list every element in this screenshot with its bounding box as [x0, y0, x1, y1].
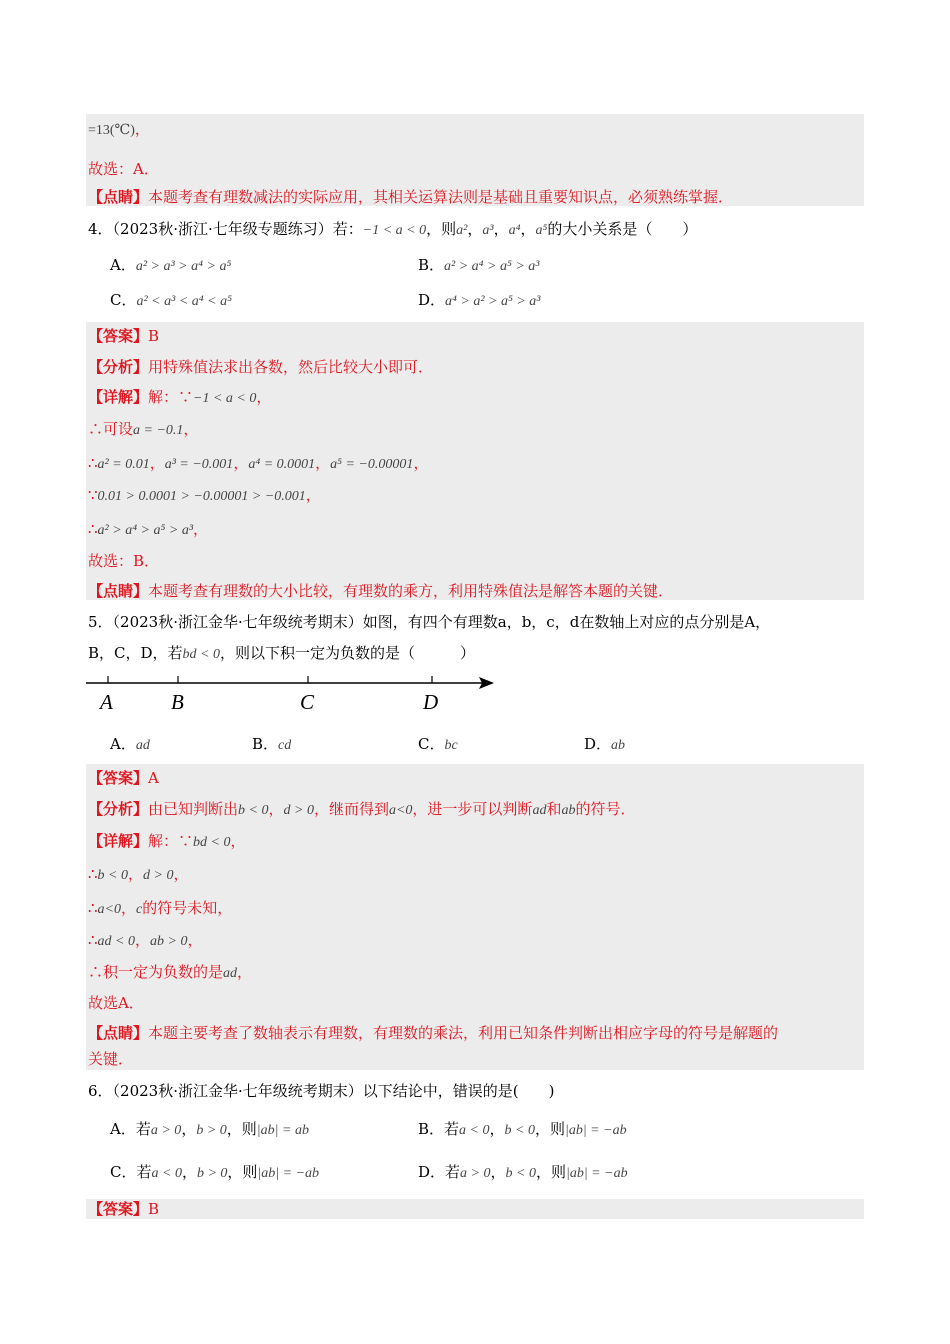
q4-step-2: ∴a² = 0.01，a³ = −0.001，a⁴ = 0.0001，a⁵ = −0.00001， — [88, 454, 429, 472]
point-label-d: D — [423, 690, 439, 714]
q4-step-4: ∴a² > a⁴ > a⁵ > a³， — [88, 520, 209, 538]
q6-answer: 【答案】B — [88, 1200, 160, 1218]
q6-option-b[interactable]: B．若a < 0，b < 0，则|ab| = −ab — [418, 1120, 627, 1138]
q5-choice: 故选A． — [88, 994, 144, 1012]
point-label-c: C — [300, 690, 315, 714]
point-label-a: A — [100, 690, 113, 714]
q4-answer: 【答案】B — [88, 327, 160, 345]
comment-tag: 【点睛】 — [88, 188, 149, 206]
q6-stem: 6．（2023秋·浙江金华·七年级统考期末）以下结论中，错误的是( ) — [88, 1082, 555, 1100]
q5-option-b[interactable]: B．cd — [252, 735, 292, 753]
q5-step-4: ∴积一定为负数的是ad， — [88, 963, 253, 981]
q5-step-1: ∴b < 0，d > 0， — [88, 865, 189, 883]
q5-step-3: ∴ad < 0，ab > 0， — [88, 931, 203, 949]
q4-step-1: ∴可设a = −0.1， — [88, 420, 199, 438]
q6-option-d[interactable]: D．若a > 0，b < 0，则|ab| = −ab — [418, 1163, 628, 1181]
q6-option-c[interactable]: C．若a < 0，b > 0，则|ab| = −ab — [110, 1163, 320, 1181]
q5-detail: 【详解】解：∵bd < 0， — [88, 832, 246, 850]
q3-result-formula: =13(℃) — [88, 123, 135, 138]
q5-comment: 【点睛】本题主要考查了数轴表示有理数，有理数的乘法，利用已知条件判断出相应字母的符号是解题的 — [88, 1024, 779, 1042]
q4-option-c[interactable]: C．a² < a³ < a⁴ < a⁵ — [110, 291, 232, 309]
q4-comment: 【点睛】本题考查有理数的大小比较，有理数的乘方，利用特殊值法是解答本题的关键． — [88, 582, 674, 600]
q5-source: （2023秋·浙江金华·七年级统考期末） — [112, 613, 363, 631]
q5-stem-line-2: B，C，D，若bd < 0，则以下积一定为负数的是（ ） — [88, 644, 475, 662]
q4-option-a[interactable]: A．a² > a³ > a⁴ > a⁵ — [110, 256, 232, 274]
q4-detail: 【详解】解：∵−1 < a < 0， — [88, 388, 272, 406]
q4-stem: 4．（2023秋·浙江·七年级专题练习）若：−1 < a < 0，则a²，a³，a⁴，a⁵的大小关系是（ ） — [88, 220, 698, 238]
q5-option-c[interactable]: C．bc — [418, 735, 458, 753]
q5-comment-cont: 关键． — [88, 1050, 134, 1068]
q4-option-d[interactable]: D．a⁴ > a² > a⁵ > a³ — [418, 291, 541, 309]
q4-option-b[interactable]: B．a² > a⁴ > a⁵ > a³ — [418, 256, 540, 274]
q4-source: （2023秋·浙江·七年级专题练习） — [112, 220, 333, 238]
q6-source: （2023秋·浙江金华·七年级统考期末） — [112, 1082, 363, 1100]
number-line — [86, 673, 506, 693]
q5-option-d[interactable]: D．ab — [584, 735, 626, 753]
q5-option-a[interactable]: A．ad — [110, 735, 150, 753]
solution-block-q6 — [86, 1199, 864, 1219]
q5-step-2: ∴a<0，c的符号未知， — [88, 899, 233, 917]
q5-analysis: 【分析】由已知判断出b < 0，d > 0，继而得到a<0，进一步可以判断ad和ab的符号． — [88, 800, 636, 818]
q3-comment: 【点睛】本题考查有理数减法的实际应用，其相关运算法则是基础且重要知识点，必须熟练掌握． — [88, 188, 734, 206]
q4-analysis: 【分析】用特殊值法求出各数，然后比较大小即可． — [88, 358, 434, 376]
q5-stem-line-1: 5．（2023秋·浙江金华·七年级统考期末）如图，有四个有理数a，b，c，d在数轴上对应的点分别是A， — [88, 613, 771, 631]
q3-choice: 故选：A． — [88, 160, 159, 178]
q3-result-line: =13(℃)， — [88, 120, 150, 138]
q4-step-3: ∵0.01 > 0.0001 > −0.00001 > −0.001， — [88, 486, 321, 504]
q4-choice: 故选：B． — [88, 552, 160, 570]
point-label-b: B — [171, 690, 184, 714]
q6-option-a[interactable]: A．若a > 0，b > 0，则|ab| = ab — [110, 1120, 309, 1138]
q5-answer: 【答案】A — [88, 769, 159, 787]
